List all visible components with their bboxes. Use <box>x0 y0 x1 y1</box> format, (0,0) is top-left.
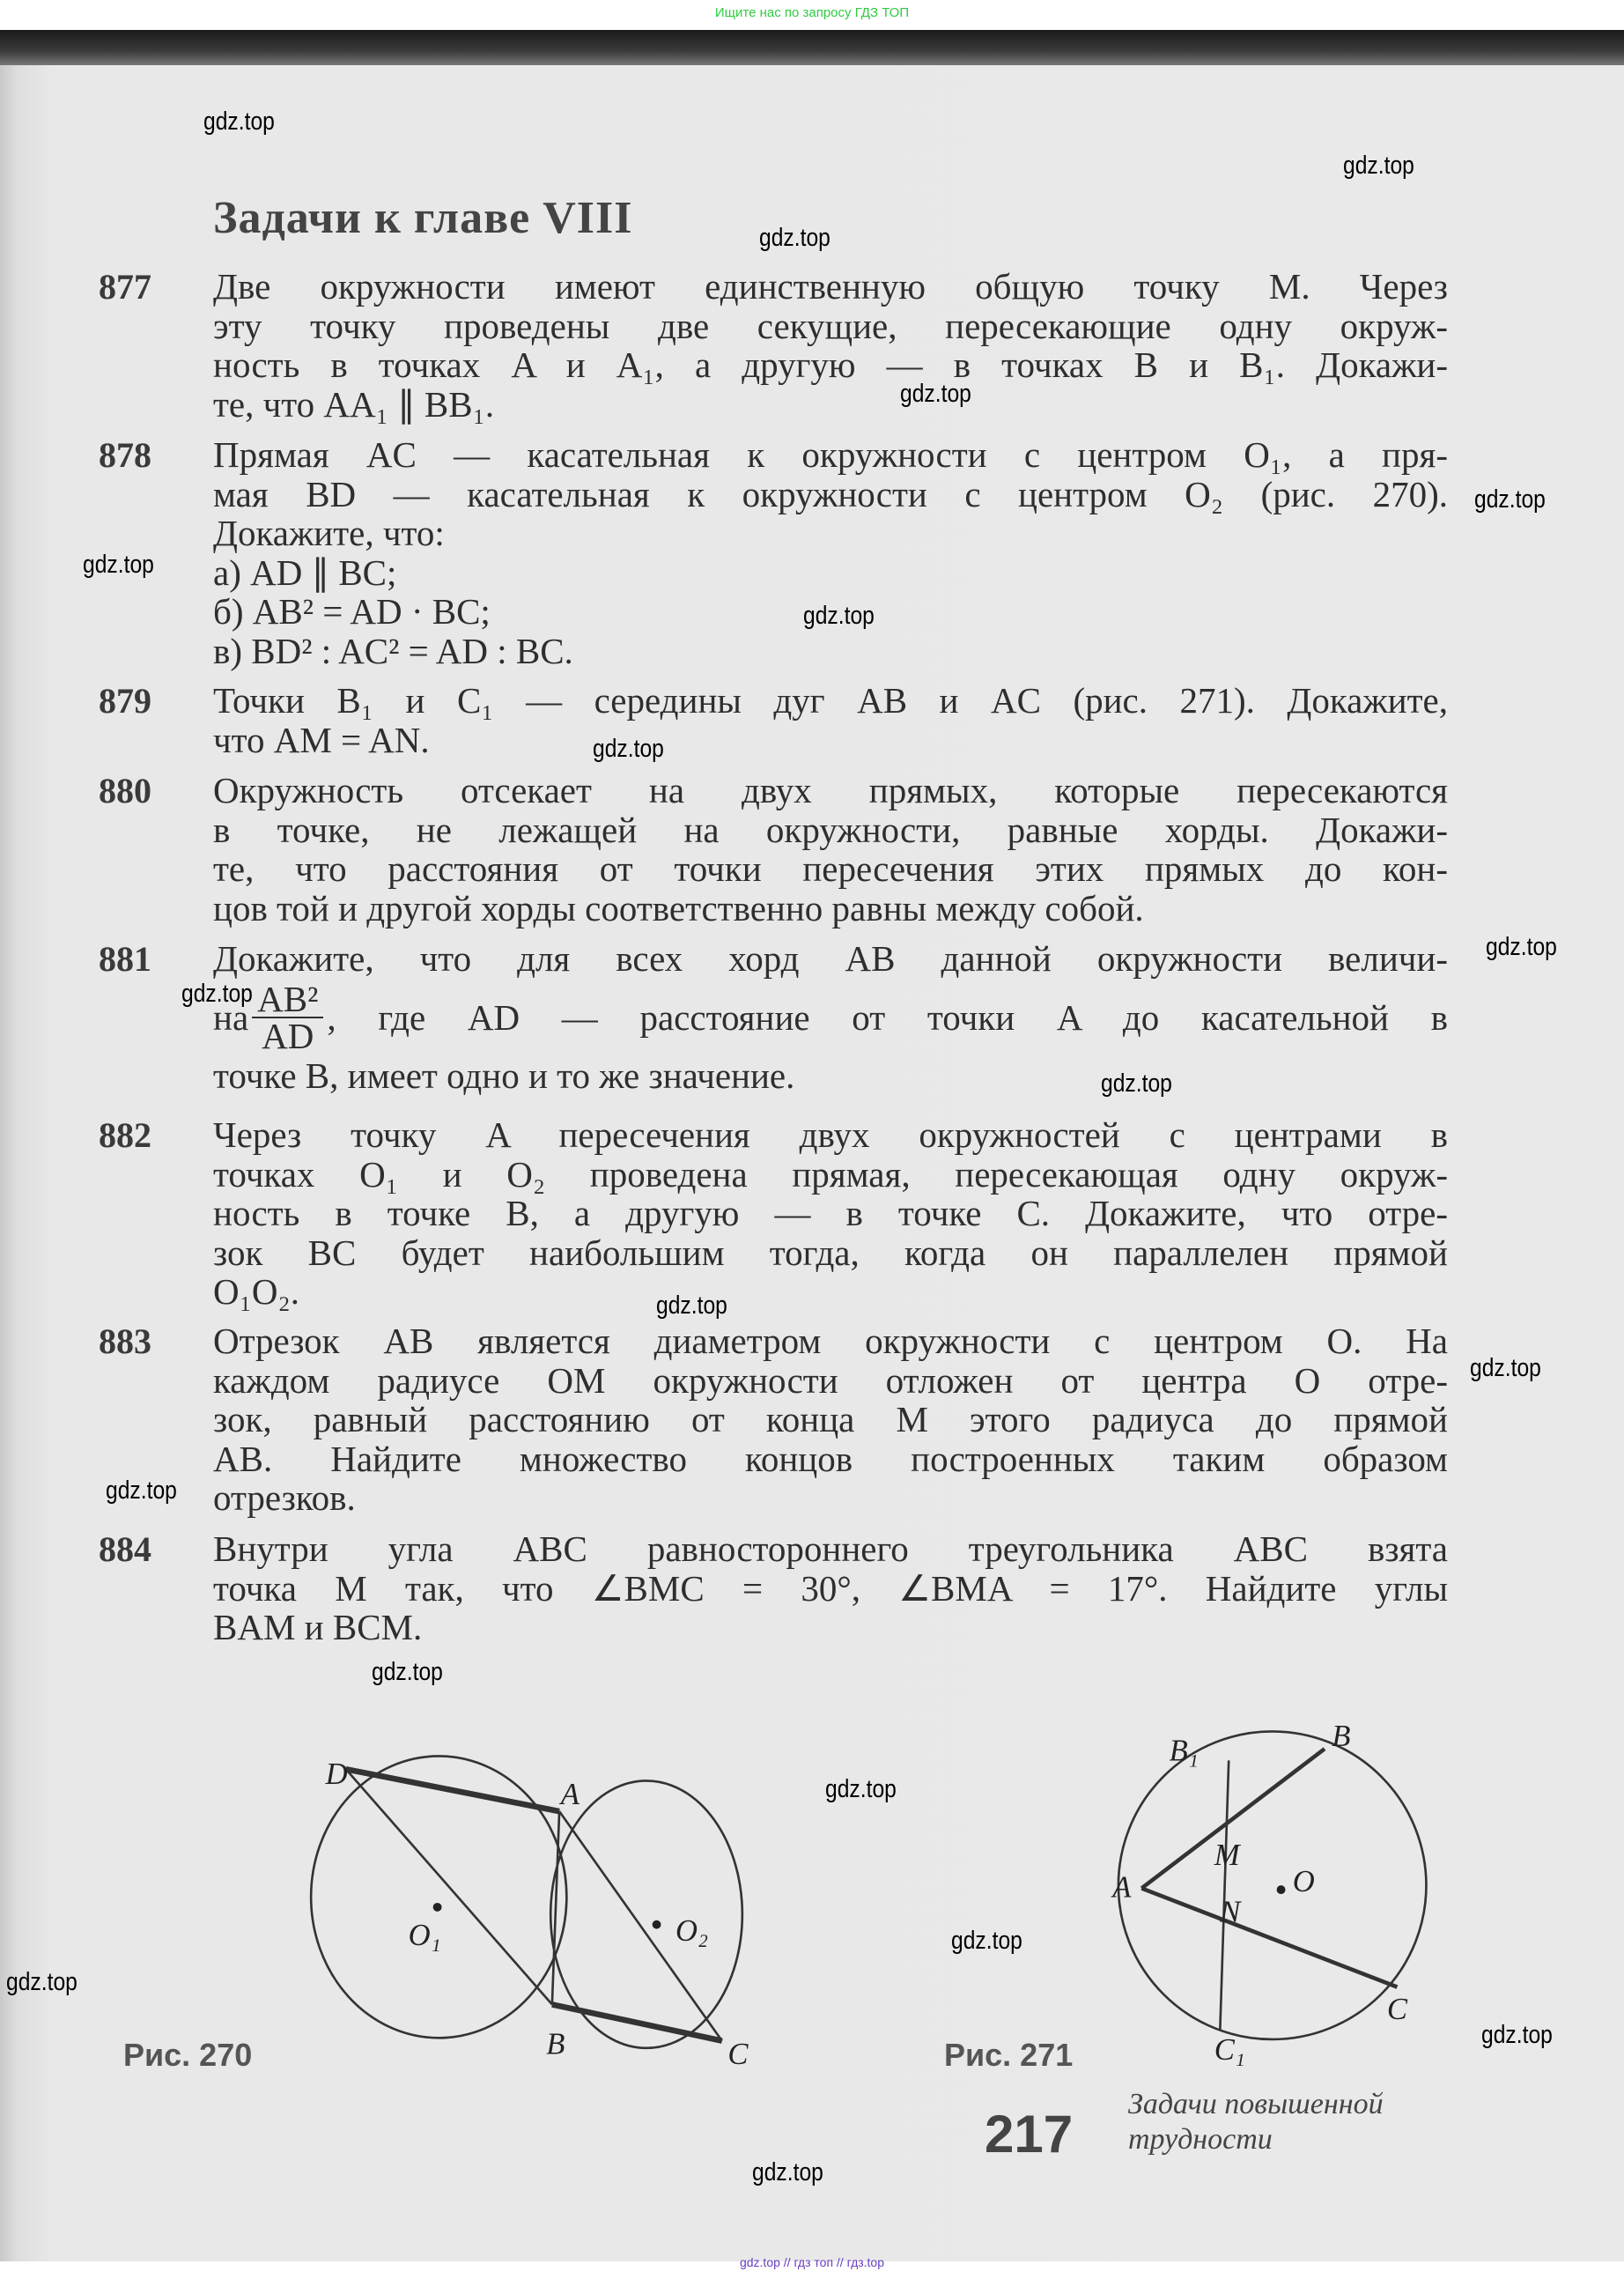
text-line: точка M так, что ∠BMC = 30°, ∠BMA = 17°. Найдите углы <box>213 1567 1448 1609</box>
text-line: б) AB² = AD · BC; <box>213 591 491 632</box>
watermark: gdz.top <box>181 980 253 1008</box>
watermark: gdz.top <box>1470 1354 1541 1382</box>
text-line: что AM = AN. <box>213 719 430 760</box>
text-line: Через точку A пересечения двух окружностей с центрами в <box>213 1114 1448 1155</box>
text-line: в) BD² : AC² = AD : BC. <box>213 630 573 671</box>
center-o-dot <box>1277 1885 1286 1894</box>
chord-ac <box>1141 1888 1397 1987</box>
watermark: gdz.top <box>83 551 154 579</box>
text-line: мая BD — касательная к окружности с центром O₂ (рис. 270). <box>213 473 1448 514</box>
label-c1: C₁ <box>1214 2033 1245 2068</box>
problem-number: 883 <box>99 1321 151 1361</box>
watermark: gdz.top <box>656 1291 727 1320</box>
problem-number: 882 <box>99 1115 151 1155</box>
problem-number: 877 <box>99 267 151 307</box>
problem-number: 879 <box>99 681 151 721</box>
figure-270-caption: Рис. 270 <box>123 2037 253 2073</box>
center-o2-dot <box>653 1920 661 1929</box>
watermark: gdz.top <box>106 1476 177 1505</box>
figure-270 <box>311 1756 742 2047</box>
text-line: Окружность отсекает на двух прямых, которые пересекаются <box>213 770 1448 810</box>
section-title-line1: Задачи повышенной <box>1128 2088 1384 2120</box>
label-o: O <box>1292 1864 1315 1898</box>
text-fragment: на <box>213 996 249 1038</box>
text-line: цов той и другой хорды соответственно равны между собой. <box>213 887 1144 929</box>
text-line: зок, равный расстоянию от конца M этого радиуса до прямой <box>213 1399 1448 1439</box>
circle-o1 <box>311 1756 566 2038</box>
label-o2: O₂ <box>675 1913 709 1948</box>
watermark: gdz.top <box>803 602 875 630</box>
text-line: каждом радиусе OM окружности отложен от центра O отре- <box>213 1359 1448 1401</box>
fraction-numerator: AB² <box>252 981 323 1018</box>
text-line: Внутри угла ABC равностороннего треугольника ABC взята <box>213 1528 1448 1569</box>
fraction-denominator: AD <box>262 1015 314 1056</box>
problem-number: 878 <box>99 435 151 475</box>
bottom-banner-text[interactable]: gdz.top // гдз топ // гдз.top <box>739 2255 885 2269</box>
problem-number: 884 <box>99 1529 151 1569</box>
watermark: gdz.top <box>6 1968 78 1996</box>
watermark: gdz.top <box>1343 152 1414 180</box>
text-line: эту точку проведены две секущие, пересекающие одну окруж- <box>213 305 1448 346</box>
watermark: gdz.top <box>593 735 664 763</box>
label-o1: O₁ <box>408 1918 441 1952</box>
watermark: gdz.top <box>951 1927 1022 1955</box>
text-line: те, что AA₁ ∥ BB₁. <box>213 383 495 425</box>
watermark: gdz.top <box>759 224 830 252</box>
problem-number: 880 <box>99 771 151 810</box>
label-d: D <box>325 1757 348 1791</box>
text-line: ность в точках A и A₁, а другую — в точках B и B₁. Докажи- <box>213 344 1448 385</box>
watermark: gdz.top <box>1474 485 1546 514</box>
watermark: gdz.top <box>1486 933 1557 961</box>
label-a: A <box>560 1777 579 1811</box>
text-line: точке B, имеет одно и то же значение. <box>213 1054 795 1096</box>
watermark: gdz.top <box>203 107 275 136</box>
label-c: C <box>727 2037 749 2071</box>
text-line: Докажите, что: <box>213 513 445 553</box>
center-o1-dot <box>433 1903 442 1912</box>
top-banner-text: Ищите нас по запросу ГДЗ ТОП <box>714 5 910 20</box>
watermark: gdz.top <box>1481 2021 1553 2049</box>
label-m: M <box>1214 1839 1240 1873</box>
text-line: точках O₁ и O₂ проведена прямая, пересекающая одну окруж- <box>213 1153 1448 1195</box>
label-a: A <box>1112 1870 1132 1905</box>
text-line: Докажите, что для всех хорд AB данной окружности величи- <box>213 938 1448 979</box>
section-title-line2: трудности <box>1128 2123 1273 2156</box>
watermark: gdz.top <box>900 380 971 408</box>
figure-271 <box>1118 1731 1427 2039</box>
label-n: N <box>1220 1895 1241 1929</box>
label-b: B <box>1332 1719 1351 1753</box>
text-line: те, что расстояния от точки пересечения этих прямых до кон- <box>213 848 1448 889</box>
watermark: gdz.top <box>372 1658 443 1686</box>
watermark: gdz.top <box>825 1775 897 1803</box>
text-fragment: , где AD — расстояние от точки A до касательной в <box>327 996 1448 1038</box>
page-number: 217 <box>985 2105 1074 2164</box>
figure-271-caption: Рис. 271 <box>944 2037 1074 2073</box>
label-b: B <box>546 2027 565 2061</box>
text-line: ность в точке B, а другую — в точке C. Докажите, что отре- <box>213 1193 1448 1233</box>
text-line: O₁O₂. <box>213 1271 300 1312</box>
segment-bc <box>552 2004 722 2040</box>
text-line: AB. Найдите множество концов построенных таким образом <box>213 1438 1448 1479</box>
text-line: Две окружности имеют единственную общую точку M. Через <box>213 266 1448 307</box>
text-line: в точке, не лежащей на окружности, равные хорды. Докажи- <box>213 809 1448 850</box>
watermark: gdz.top <box>752 2158 823 2187</box>
text-line: а) AD ∥ BC; <box>213 551 397 593</box>
circle-o <box>1118 1731 1427 2039</box>
chapter-title: Задачи к главе VIII <box>213 193 633 243</box>
text-line: зок BC будет наибольшим тогда, когда он параллелен прямой <box>213 1232 1448 1273</box>
text-line: BAM и BCM. <box>213 1607 423 1647</box>
watermark: gdz.top <box>1101 1069 1172 1098</box>
text-line: Отрезок AB является диаметром окружности с центром O. На <box>213 1321 1448 1361</box>
label-c: C <box>1386 1992 1408 2026</box>
text-line: отрезков. <box>213 1477 356 1518</box>
problem-number: 881 <box>99 939 151 979</box>
label-b1: B₁ <box>1169 1734 1199 1768</box>
text-line: Прямая AC — касательная к окружности с центром O₁, а пря- <box>213 434 1448 475</box>
text-line: Точки B₁ и C₁ — середины дуг AB и AC (рис. 271). Докажите, <box>213 680 1448 721</box>
